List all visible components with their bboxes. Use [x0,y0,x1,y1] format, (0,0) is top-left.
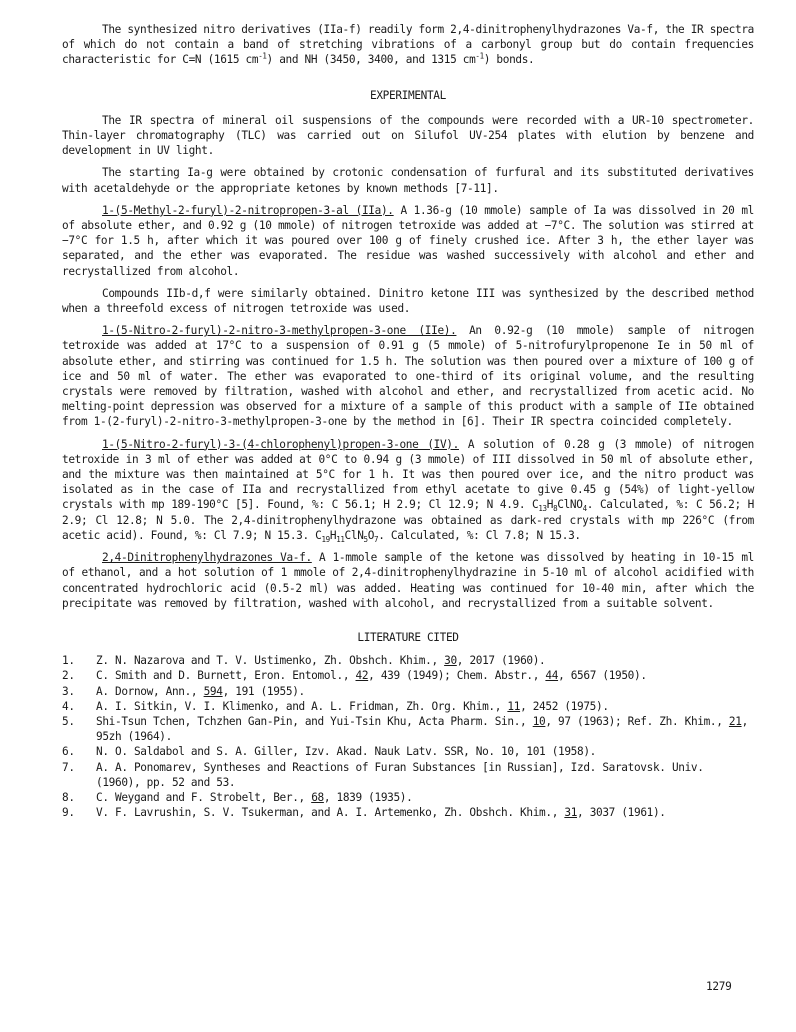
reference-part: , 2452 (1975). [520,699,609,713]
reference-part: Z. N. Nazarova and T. V. Ustimenko, Zh. Obshch. Khim., [96,654,445,668]
procedure-body-a: A solution of 0.28 g (3 mmole) of nitrogen tetroxide in 3 ml of ether was added at 0°C to 0.94 g (3 mmole) of III dissolved in 50 ml of absolute ether, and the mixture was then maintained at 5°C for 1 h. It was then poured over ice, and the nitro product was isolated as in the case of IIa and recrystallized from ethyl acetate to give 0.45 g (54%) of light-yellow crystals with mp 189-190°C [5]. Found, %: C 56.1; H 2.9; Cl 12.9; N 4.9. C [62,437,754,512]
formula-part: ClNO [557,498,583,512]
reference-volume: 68 [311,790,324,804]
reference-volume: 594 [203,684,223,698]
intro-paragraph [62,22,754,68]
reference-text [96,668,754,683]
experimental-heading: EXPERIMENTAL [370,88,446,102]
reference-part: , 1839 (1935). [323,790,413,804]
reference-number: 8. [62,790,75,804]
reference-part: , 2017 (1960). [456,654,546,668]
reference-item [62,805,754,820]
article-page [62,22,754,820]
literature-heading: LITERATURE CITED [357,630,459,644]
procedure-iia [62,203,754,279]
procedure-iie [62,323,754,429]
reference-part: C. Weygand and F. Strobelt, Ber., [96,790,312,804]
procedure-body: A 1.36-g (10 mmole) sample of Ia was dissolved in 20 ml of absolute ether, and 0.92 g (10 mmole) of nitrogen tetroxide was added at −7°C. The solution was stirred at −7°C for 1.5 h, after which it was poured over 100 g of finely crushed ice. After 3 h, the ether layer was separated, and the ether was evaporated. The residue was washed successively with alcohol and ether and recrystallized from alcohol. [62,203,754,278]
subscript: 11 [336,535,345,545]
reference-part: , 191 (1955). [222,684,305,698]
procedure-title: 1-(5-Nitro-2-furyl)-2-nitro-3-methylpropen-3-one (IIe). [102,324,457,338]
formula-part: H [329,528,337,542]
reference-text [96,653,754,668]
reference-list [62,653,754,820]
experimental-paragraph-ir: The IR spectra of mineral oil suspensions of the compounds were recorded with a UR-10 spectrometer. Thin-layer chromatography (TLC) was carried out on Silufol UV-254 plates with elution by benzene and development in UV light. [62,113,754,158]
superscript: -1 [258,51,267,61]
reference-number: 3. [62,684,75,698]
procedure-body-h: . Calculated, %: Cl 7.8; N 15.3. [378,528,581,542]
reference-item [62,684,754,699]
subscript: 19 [321,535,330,545]
reference-number: 9. [62,806,75,820]
reference-volume: 44 [545,669,559,683]
procedure-title: 1-(5-Nitro-2-furyl)-3-(4-chlorophenyl)propen-3-one (IV). [102,437,459,451]
intro-text-c: ) bonds. [483,53,535,67]
reference-text [96,760,754,790]
reference-text [96,744,754,759]
reference-item [62,699,754,714]
reference-text [96,699,754,714]
procedure-title: 2,4-Dinitrophenylhydrazones Va-f. [102,551,312,565]
subscript: 8 [553,504,558,514]
reference-volume: 31 [564,806,578,820]
reference-part: , 439 (1949); Chem. Abstr., [368,669,546,683]
reference-number: 6. [62,745,75,759]
procedure-va-f [62,550,754,611]
reference-part: A. Dornow, Ann., [96,684,204,698]
reference-number: 7. [62,760,75,774]
subscript: 5 [363,535,368,545]
formula-part: O [367,528,375,542]
reference-volume: 10 [532,714,546,728]
procedure-iv [62,437,754,543]
reference-part: , 3037 (1961). [577,806,666,820]
experimental-paragraph-starting: The starting Ia-g were obtained by crotonic condensation of furfural and its substituted derivatives with acetaldehyde or the appropriate ketones by known methods [7-11]. [62,166,754,195]
reference-part: A. I. Sitkin, V. I. Klimenko, and A. L. Fridman, Zh. Org. Khim., [96,699,508,713]
reference-item [62,790,754,805]
procedure-body: An 0.92-g (10 mmole) sample of nitrogen tetroxide was added at 17°C to a suspension of 0.91 g (5 mmole) of 5-nitrofurylpropenone Ie in 50 ml of absolute ether, and stirring was continued for 1.5 h. The solution was then poured over a mixture of 100 g of ice and 50 ml of water. The ether was evaporated to one-third of its original volume, and the resulting crystals were removed by filtration, washed with alcohol and ether, and recrystallized from acetic acid. No melting-point depression was observed for a mixture of a sample of this product with a sample of IIe obtained from 1-(2-furyl)-2-nitro-3-methylpropen-3-one by the method in [6]. Their IR spectra coincided completely. [62,324,754,429]
reference-part: , 6567 (1950). [558,669,647,683]
reference-part: V. F. Lavrushin, S. V. Tsukerman, and A. I. Artemenko, Zh. Obshch. Khim., [96,806,565,820]
reference-text [96,805,754,820]
reference-number: 5. [62,714,75,728]
reference-number: 4. [62,699,75,713]
formula-part: ClN [344,528,364,542]
intro-text-b: ) and NH (3450, 3400, and 1315 cm [266,53,476,67]
page-number: 1279 [706,980,732,993]
reference-item [62,744,754,759]
reference-item [62,760,754,790]
reference-number: 1. [62,654,75,668]
reference-volume: 11 [507,699,521,713]
subscript: 4 [582,504,587,514]
reference-number: 2. [62,669,75,683]
reference-item [62,668,754,683]
reference-text [96,790,754,805]
reference-text [96,714,754,744]
reference-volume: 21 [728,714,742,728]
reference-part: Shi-Tsun Tchen, Tchzhen Gan-Pin, and Yui-Tsin Khu, Acta Pharm. Sin., [96,714,533,728]
procedure-body: A 1-mmole sample of the ketone was dissolved by heating in 10-15 ml of ethanol, and a hot solution of 1 mmole of 2,4-dinitrophenylhydrazine in 5-10 ml of alcohol acidified with concentrated hydrochloric acid (0.5-2 ml) was added. Heating was continued for 10-40 min, after which the precipitate was removed by filtration, washed with alcohol, and recrystallized from a suitable solvent. [62,551,755,610]
procedure-body-d: . Calculated, %: C 56.2; H 2.9; Cl 12.8; N 5.0. The 2,4-dinitrophenylhydrazone was obtained as dark-red crystals with mp 226°C (from acetic acid). Found, %: Cl 7.9; N 15.3. C [62,498,754,542]
reference-item [62,653,754,668]
reference-item [62,714,754,744]
subscript: 7 [374,535,379,545]
reference-volume: 42 [355,669,369,683]
reference-part: A. A. Ponomarev, Syntheses and Reactions of Furan Substances [in Russian], Izd. Saratovsk. Univ. (1960), pp. 52 and 53. [96,760,704,789]
procedure-title: 1-(5-Methyl-2-furyl)-2-nitropropen-3-al (IIa). [102,203,394,217]
intro-text-a: The synthesized nitro derivatives (IIa-f) readily form 2,4-dinitrophenylhydrazones Va-f, the IR spectra of which do not contain a band of stretching vibrations of a carbonyl group but do contain frequencies characteristic for C=N (1615 cm [62,23,754,67]
reference-part: C. Smith and D. Burnett, Eron. Entomol., [96,669,356,683]
subscript: 13 [538,504,547,514]
reference-text [96,684,754,699]
formula-part: H [546,498,554,512]
reference-part: N. O. Saldabol and S. A. Giller, Izv. Akad. Nauk Latv. SSR, No. 10, 101 (1958). [96,745,596,759]
reference-part: , 95zh (1964). [96,714,748,744]
superscript: -1 [475,51,484,61]
reference-part: , 97 (1963); Ref. Zh. Khim., [545,714,729,728]
reference-volume: 30 [444,654,457,668]
experimental-paragraph-compounds: Compounds IIb-d,f were similarly obtained. Dinitro ketone III was synthesized by the described method when a threefold excess of nitrogen tetroxide was used. [62,286,754,316]
